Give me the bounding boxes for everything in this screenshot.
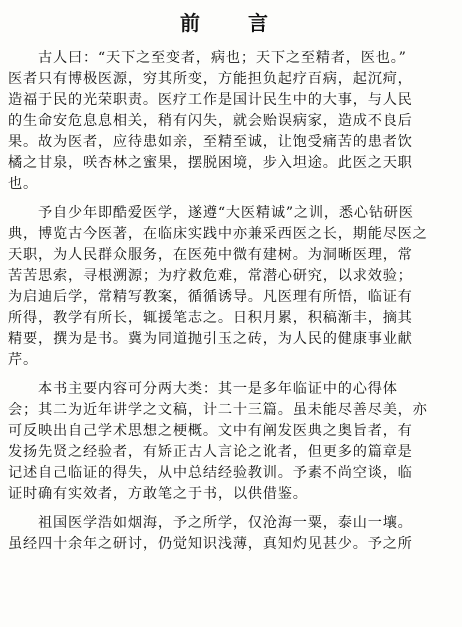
text-line: 医者只有博极医源，穷其所变，方能担负起疗百病，起沉疴， [8, 71, 413, 87]
text-line: 予自少年即酷爱医学，遂遵“大医精诚”之训，悉心钻研医 [8, 205, 414, 221]
page-title: 前 言 [180, 11, 282, 35]
preface-body [8, 48, 454, 555]
paragraph-gap [8, 505, 454, 513]
text-line: 可反映出自己学术思想之梗概。文中有阐发医典之奥旨者，有 [8, 423, 413, 439]
text-line: 苦苦思索，寻根溯源；为疗救危难，常潜心研究，以求效验； [8, 268, 413, 284]
text-line: 精要，撰为是书。冀为同道抛引玉之砖，为人民的健康事业献 [8, 331, 413, 347]
text-line: 为启迪后学，常精写教案，循循诱导。凡医理有所悟，临证有 [8, 289, 413, 305]
text-line: 发扬先贤之经验者，有矫正古人言论之讹者，但更多的篇章是 [8, 444, 413, 460]
paragraph-gap [8, 371, 454, 379]
paragraph-2 [8, 203, 454, 371]
paragraph-4 [8, 513, 454, 555]
text-line: 也。 [8, 176, 38, 192]
text-line: 造福于民的光荣职责。医疗工作是国计民生中的大事，与人民 [8, 92, 413, 108]
text-line: 记述自己临证的得失，从中总结经验教训。予素不尚空谈，临 [8, 465, 413, 481]
text-line: 的生命安危息息相关，稍有闪失，就会贻误病家，造成不良后 [8, 113, 413, 129]
text-line: 芹。 [8, 352, 38, 368]
paragraph-gap [8, 195, 454, 203]
text-line: 橘之甘泉，咲杏林之蜜果，摆脱困境，步入坦途。此医之天职 [8, 155, 413, 171]
text-line: 虽经四十余年之研讨，仍觉知识浅薄，真知灼见甚少。予之所 [8, 536, 413, 552]
paragraph-1 [8, 48, 454, 195]
text-line: 典，博览古今医著，在临床实践中亦兼采西医之长，期能尽医之 [8, 226, 428, 242]
text-line: 证时确有实效者，方敢笔之于书，以供借鉴。 [8, 486, 308, 502]
text-line: 天职，为人民群众服务，在医苑中微有建树。为洞晰医理，常 [8, 247, 413, 263]
text-line: 会；其二为近年讲学之文稿，计二十三篇。虽未能尽善尽美，亦 [8, 402, 428, 418]
text-line: 所得，教学有所长，辄援笔志之。日积月累，积稿渐丰，摘其 [8, 310, 413, 326]
text-line: 果。故为医者，应待患如亲，至精至诚，让饱受痛苦的患者饮 [8, 134, 413, 150]
text-line: 本书主要内容可分两大类：其一是多年临证中的心得体 [8, 381, 398, 397]
paragraph-3 [8, 379, 454, 505]
text-line: 古人曰：“天下之至变者，病也；天下之至精者，医也。” [8, 50, 407, 66]
text-line: 祖国医学浩如烟海，予之所学，仅沧海一粟，泰山一壤。 [8, 515, 413, 531]
